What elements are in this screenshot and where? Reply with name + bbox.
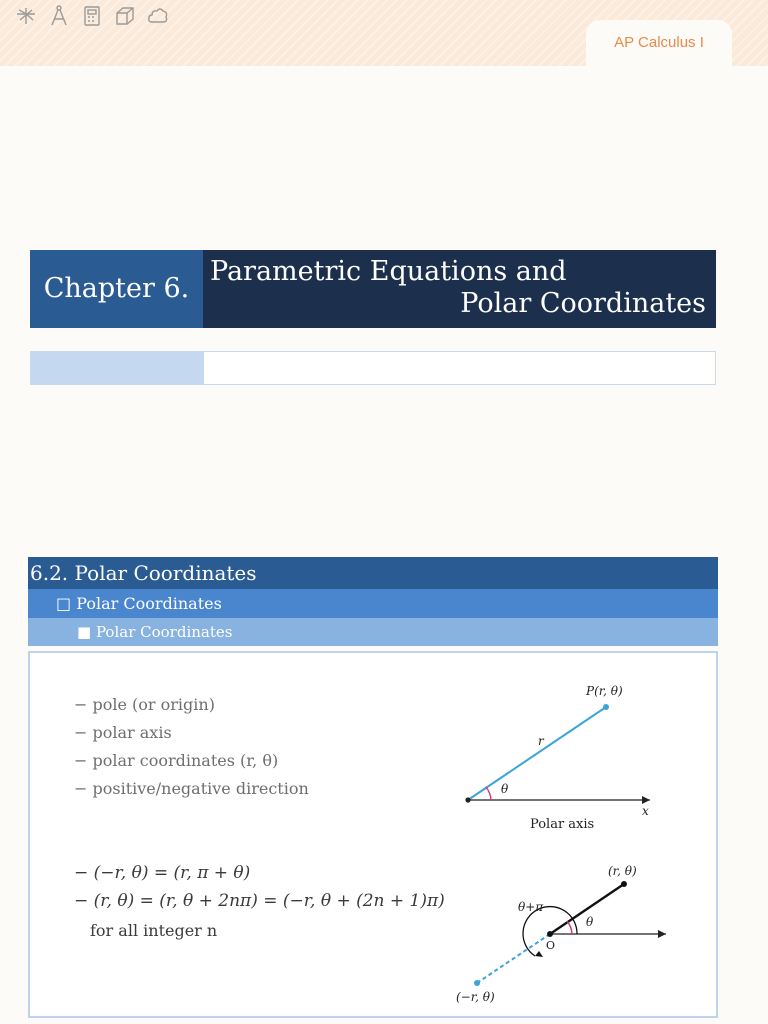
geometry-compass-icon[interactable] — [47, 4, 71, 28]
content-box — [28, 651, 718, 1018]
bullet-polar-axis: − polar axis — [74, 723, 172, 742]
point-r-theta-label: (r, θ) — [608, 864, 637, 878]
chapter-banner — [30, 250, 716, 328]
bullet-polar-coordinates: − polar coordinates (r, θ) — [74, 751, 279, 770]
subsection-heading: □ Polar Coordinates — [56, 594, 222, 613]
calculator-icon[interactable] — [80, 4, 104, 28]
point-label: P(r, θ) — [586, 684, 623, 698]
bullet-negative-r: − (−r, θ) = (r, π + θ) — [74, 863, 251, 883]
bullet-pole: − pole (or origin) — [74, 695, 215, 714]
subsubsection-heading-bar — [28, 618, 718, 646]
x-axis-label: x — [642, 804, 649, 818]
section-heading: 6.2. Polar Coordinates — [28, 557, 718, 589]
negative-r-figure — [440, 853, 710, 1013]
compass-icon[interactable] — [14, 4, 38, 28]
integer-note: for all integer n — [90, 921, 218, 940]
course-title: AP Calculus I — [614, 34, 704, 51]
chapter-title-line1: Parametric Equations and — [210, 256, 567, 287]
chapter-subbanner-tab — [31, 352, 204, 384]
cube-icon[interactable] — [113, 4, 137, 28]
top-toolbar — [0, 0, 768, 66]
angle-theta-label: θ — [586, 915, 594, 929]
bullet-periodicity: − (r, θ) = (r, θ + 2nπ) = (−r, θ + (2n + 1)π) — [74, 891, 445, 911]
chapter-subbanner — [30, 351, 716, 385]
radius-label: r — [538, 734, 544, 748]
cloud-icon[interactable] — [146, 4, 170, 28]
chapter-label: Chapter 6. — [30, 250, 203, 328]
angle-theta-plus-pi-label: θ+π — [518, 900, 544, 914]
polar-axis-caption: Polar axis — [530, 817, 595, 832]
origin-label: O — [546, 939, 556, 952]
subsection-heading-bar — [28, 589, 718, 618]
course-tab[interactable] — [586, 20, 732, 66]
point-neg-r-label: (−r, θ) — [456, 990, 495, 1004]
chapter-title-line2: Polar Coordinates — [460, 288, 706, 319]
angle-label: θ — [501, 782, 509, 796]
polar-point-figure — [450, 673, 690, 843]
tool-icon-row — [14, 4, 170, 28]
bullet-direction: − positive/negative direction — [74, 779, 309, 798]
subsubsection-heading: ■ Polar Coordinates — [77, 623, 233, 641]
